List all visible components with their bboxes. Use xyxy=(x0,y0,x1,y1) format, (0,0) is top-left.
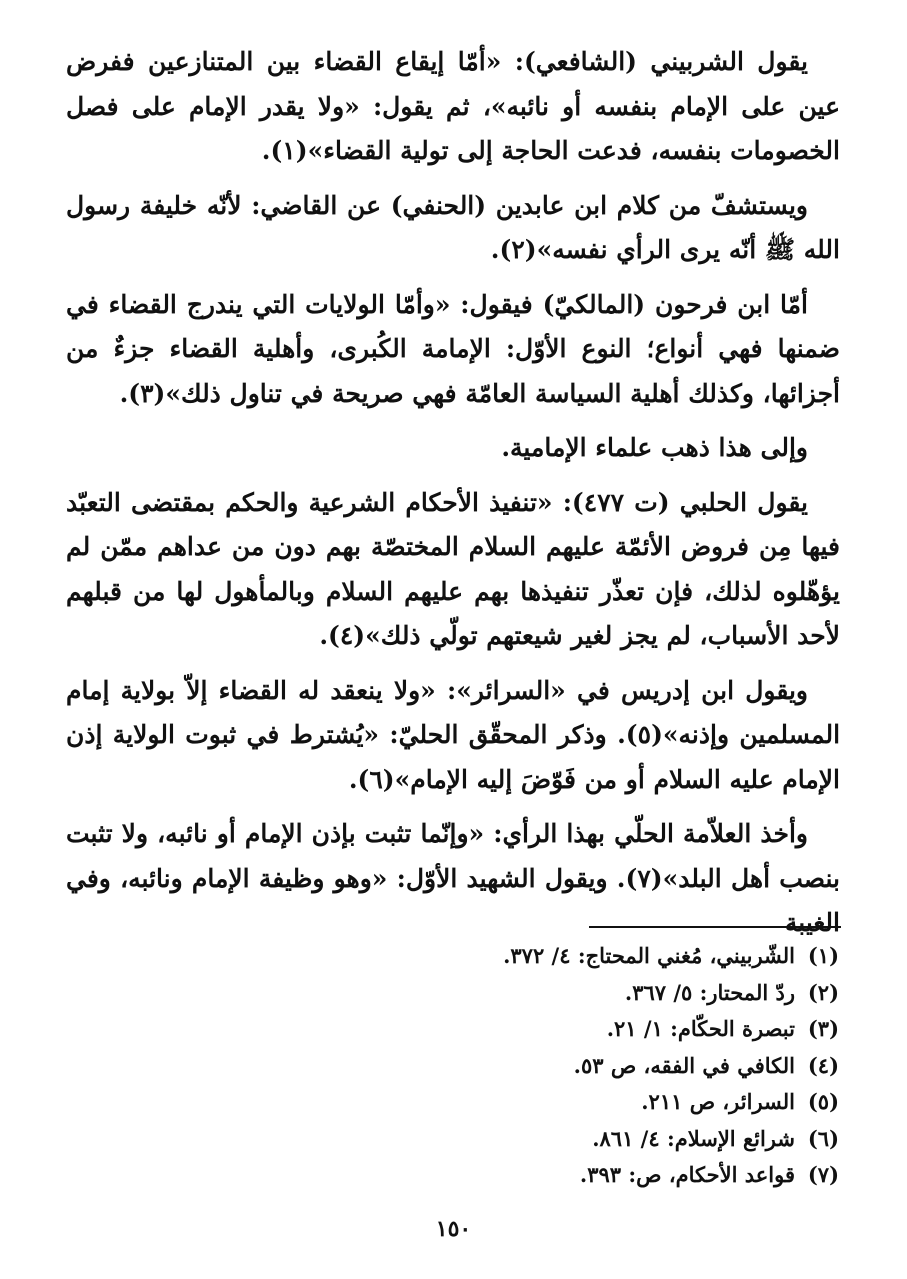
footnote-3 xyxy=(339,1011,839,1048)
footnote-number: (٢) xyxy=(807,979,839,1005)
footnotes xyxy=(339,938,839,1194)
paragraph-text: أمّا ابن فرحون (المالكيّ) فيقول: «وأمّا الولايات التي يندرج القضاء في ضمنها فهي أنواع؛ النوع الأوّل: الإمامة الكُبرى، وأهلية القضاء جزءٌ من أجزائها، وكذلك أهلية السياسة العامّة فهي صريحة في تناول ذلك»(٣). xyxy=(66,289,840,408)
footnote-text: الكافي في الفقه، ص ٥٣. xyxy=(573,1052,795,1078)
paragraph-text: وأخذ العلاّمة الحلّي بهذا الرأي: «وإنّما تثبت بإذن الإمام أو نائبه، ولا تثبت بنصب أهل البلد»(٧). ويقول الشهيد الأوّل: «وهو وظيفة الإمام ونائبه، وفي الغيبة xyxy=(66,819,840,937)
footnote-2 xyxy=(339,975,839,1012)
footnote-4 xyxy=(339,1048,839,1085)
paragraph-text: وإلى هذا ذهب علماء الإمامية. xyxy=(501,433,808,462)
footnote-number: (٣) xyxy=(807,1016,839,1041)
footnote-text: ردّ المحتار: ٥/ ٣٦٧. xyxy=(624,979,795,1005)
main-text xyxy=(66,40,840,956)
footnote-text: السرائر، ص ٢١١. xyxy=(641,1089,795,1114)
footnote-number: (٥) xyxy=(807,1089,839,1114)
paragraph-halabi xyxy=(66,481,840,659)
footnote-number: (٤) xyxy=(807,1052,839,1078)
footnote-divider xyxy=(589,926,841,928)
paragraph-text: يقول الحلبي (ت ٤٧٧): «تنفيذ الأحكام الشرعية والحكم بمقتضى التعبّد فيها مِن فروض الأئمّة عليهم السلام المختصّة بهم دون من عداهم ممّن لم يؤهّلوه لذلك، فإن تعذّر تنفيذها بهم عليهم السلام وبالمأهول لها من قبلهم لأحد الأسباب، لم يجز لغير شيعتهم تولّي ذلك»(٤). xyxy=(66,487,840,650)
footnote-text: الشّربيني، مُغني المحتاج: ٤/ ٣٧٢. xyxy=(503,943,795,968)
paragraph-ibn-abidin xyxy=(66,184,840,273)
paragraph-imamiyya xyxy=(66,426,840,471)
footnote-number: (٧) xyxy=(807,1162,839,1187)
paragraph-text: ويستشفّ من كلام ابن عابدين (الحنفي) عن القاضي: لأنّه خليفة رسول الله ﷺ أنّه يرى الرأي نفسه»(٢). xyxy=(66,190,840,264)
footnote-7 xyxy=(339,1157,839,1194)
footnote-text: قواعد الأحكام، ص: ٣٩٣. xyxy=(579,1162,795,1187)
footnote-text: تبصرة الحكّام: ١/ ٢١. xyxy=(606,1016,795,1041)
footnote-number: (١) xyxy=(807,943,839,968)
paragraph-shirbini xyxy=(66,40,840,174)
page-number: ١٥٠ xyxy=(435,1216,472,1242)
paragraph-ibn-farhun xyxy=(66,283,840,417)
footnote-5 xyxy=(339,1084,839,1121)
paragraph-ibn-idris xyxy=(66,669,840,803)
paragraph-text: يقول الشربيني (الشافعي): «أمّا إيقاع القضاء بين المتنازعين ففرض عين على الإمام بنفسه أو نائبه»، ثم يقول: «ولا يقدر الإمام على فصل الخصومات بنفسه، فدعت الحاجة إلى تولية القضاء»(١). xyxy=(66,47,840,165)
footnote-number: (٦) xyxy=(807,1125,839,1151)
paragraph-text: ويقول ابن إدريس في «السرائر»: «ولا ينعقد له القضاء إلاّ بولاية إمام المسلمين وإذنه»(٥). وذكر المحقّق الحليّ: «يُشترط في ثبوت الولاية إذن الإمام عليه السلام أو من فَوّضَ إليه الإمام»(٦). xyxy=(66,675,841,794)
footnote-text: شرائع الإسلام: ٤/ ٨٦١. xyxy=(592,1125,795,1151)
footnote-1 xyxy=(339,938,839,975)
footnote-6 xyxy=(339,1121,839,1158)
